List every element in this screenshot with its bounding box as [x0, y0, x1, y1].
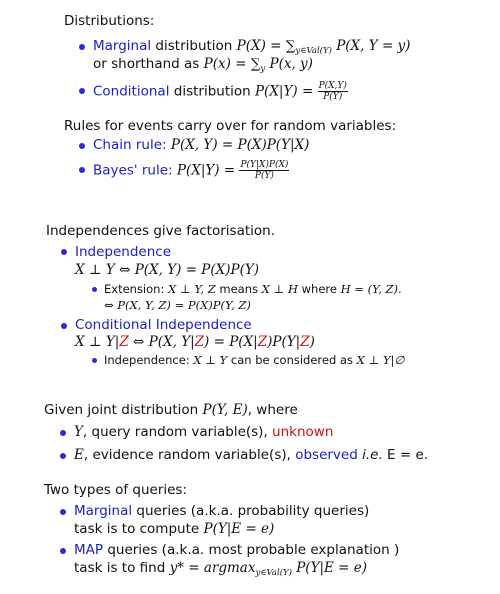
shorthand-text: or shorthand as [93, 56, 204, 72]
ie-text: i.e. [357, 447, 388, 463]
joint-distribution-heading [44, 401, 298, 419]
independence-term: Independence [75, 244, 172, 260]
extension-formula-3: H = (Y, Z). [340, 282, 402, 296]
bullet-icon [60, 509, 66, 515]
independence-note-line [104, 351, 404, 369]
bullet-icon [61, 249, 67, 255]
extension-equivalence: ⇔ P(X, Y, Z) = P(X)P(Y, Z) [104, 298, 251, 312]
bayes-rule-term: Bayes' rule: [93, 162, 173, 179]
marginal-task-text: task is to compute [74, 521, 204, 537]
ci-formula-part: ⇔ P(X, Y| [128, 334, 195, 350]
marginal-queries-text: queries (a.k.a. probability queries) [132, 503, 370, 519]
bullet-icon [60, 430, 66, 436]
shorthand-line [93, 55, 313, 78]
chain-rule-line [93, 136, 309, 154]
bullet-icon [79, 44, 85, 50]
marginal-task-formula: P(Y|E = e) [203, 521, 275, 537]
chain-rule-formula: P(X, Y) = P(X)P(Y|X) [166, 137, 310, 153]
marginal-term: Marginal [93, 38, 152, 54]
marginal-formula-end: P(X, Y = y) [331, 38, 411, 54]
argmax-subscript: y∈Val(Y) [255, 568, 292, 578]
extension-formula-2: X ⊥ H [261, 282, 298, 296]
map-task-text: task is to find [74, 560, 170, 576]
fraction-denominator: P(Y) [323, 92, 343, 102]
bullet-icon [60, 548, 66, 554]
independences-heading: Independences give factorisation. [46, 223, 275, 239]
heading-formula: P(Y, E) [202, 402, 248, 418]
bullet-icon [61, 323, 67, 329]
evidence-text: , evidence random variable(s), [83, 447, 296, 463]
bayes-fraction [239, 160, 289, 181]
bullet-icon [60, 453, 66, 459]
bayes-rule-line [93, 160, 289, 181]
extension-label: Extension: [104, 282, 168, 296]
bullet-icon [79, 143, 85, 149]
fraction-denominator: P(Y) [254, 171, 274, 181]
note-text: can be considered as [227, 353, 357, 367]
map-queries-text: queries (a.k.a. most probable explanation ) [103, 542, 400, 558]
unknown-label: unknown [272, 424, 334, 440]
map-queries-term: MAP [74, 542, 104, 558]
marginal-formula: P(X) = ∑ [236, 38, 296, 54]
note-formula-1: X ⊥ Y [193, 353, 228, 367]
evidence-equation: E = e. [387, 447, 429, 463]
note-label: Independence: [104, 353, 194, 367]
query-variable: Y [74, 424, 83, 440]
shorthand-formula: P(x) = ∑ [203, 56, 261, 72]
query-text: , query random variable(s), [82, 424, 273, 440]
ci-formula-part: )P(Y| [267, 334, 301, 350]
conditional-text: distribution [169, 83, 255, 100]
chain-rule-term: Chain rule: [93, 137, 167, 153]
conditional-distribution-line [93, 81, 348, 102]
bayes-rule-formula: P(X|Y) = [172, 162, 240, 179]
marginal-task-line [74, 520, 274, 538]
observed-label: observed [295, 447, 358, 463]
heading-text: Given joint distribution [44, 402, 203, 418]
conditional-term: Conditional [93, 83, 170, 100]
marginal-text: distribution [151, 38, 237, 54]
bullet-icon [79, 88, 85, 94]
heading-end: , where [247, 402, 298, 418]
independence-formula: X ⊥ Y ⇔ P(X, Y) = P(X)P(Y) [75, 262, 260, 278]
shorthand-formula-end: P(x, y) [265, 56, 313, 72]
marginal-queries-line [74, 502, 369, 520]
query-types-heading: Two types of queries: [44, 482, 188, 498]
bullet-icon [92, 287, 97, 292]
map-task-formula: y* = argmax [169, 560, 256, 576]
evidence-variable-line [74, 446, 428, 464]
ci-formula-part: ) = P(X| [204, 334, 258, 350]
fraction-numerator: P(Y|X)P(X) [240, 160, 289, 170]
conditional-independence-formula [75, 333, 315, 351]
query-variable-line [74, 423, 333, 441]
evidence-variable: E [74, 447, 84, 463]
conditional-independence-term: Conditional Independence [75, 317, 252, 333]
conditional-fraction [318, 81, 348, 102]
bullet-icon [92, 358, 97, 363]
map-queries-line [74, 541, 399, 559]
marginal-sum-subscript: y∈Val(Y) [295, 46, 332, 56]
extension-where: where [298, 282, 341, 296]
map-task-formula-end: P(Y|E = e) [291, 560, 368, 576]
ci-z-highlight: Z [194, 334, 205, 350]
ci-z-highlight: Z [257, 334, 268, 350]
shorthand-sum-subscript: y [260, 64, 266, 74]
distributions-heading: Distributions: [64, 13, 155, 29]
extension-formula: X ⊥ Y, Z [168, 282, 216, 296]
note-formula-2: X ⊥ Y|∅ [356, 353, 405, 367]
marginal-queries-term: Marginal [74, 503, 133, 519]
ci-formula-part: X ⊥ Y| [75, 334, 120, 350]
map-task-line [74, 559, 367, 582]
ci-z-highlight: Z [300, 334, 310, 350]
ci-z-highlight: Z [119, 334, 129, 350]
conditional-formula: P(X|Y) = [254, 83, 318, 100]
rules-heading: Rules for events carry over for random variables: [64, 118, 397, 134]
ci-formula-part: ) [309, 334, 315, 350]
extension-means: means [215, 282, 262, 296]
fraction-numerator: P(X,Y) [318, 81, 347, 91]
bullet-icon [79, 167, 85, 173]
